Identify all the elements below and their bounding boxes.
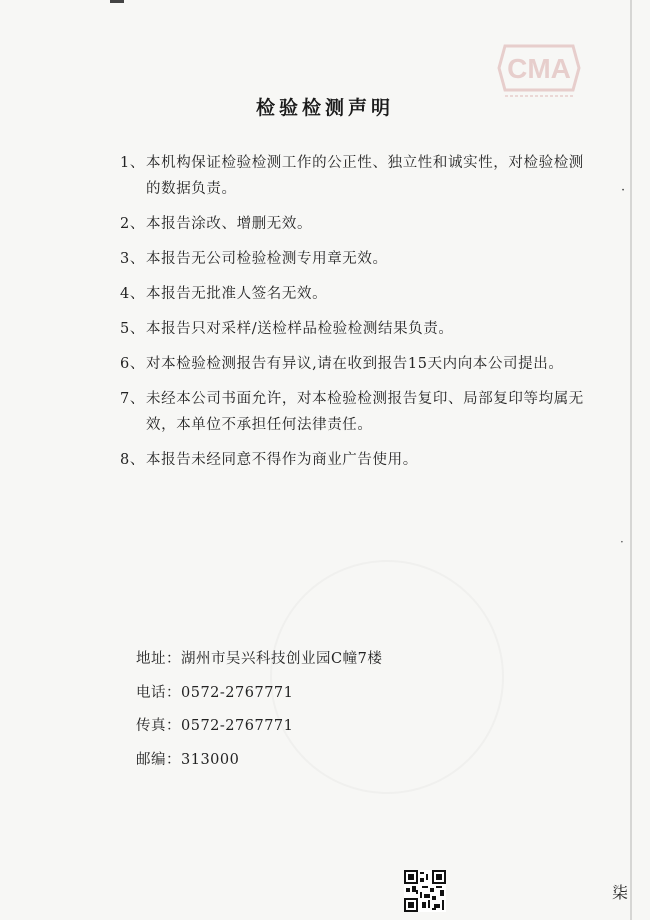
item-text: 对本检验检测报告有异议,请在收到报告15天内向本公司提出。 (146, 356, 564, 372)
address-label: 地址： (136, 651, 181, 667)
item-number: 4、 (120, 286, 145, 302)
list-item (120, 351, 590, 377)
list-item (120, 246, 590, 272)
item-number: 1、 (120, 155, 145, 171)
phone-label: 电话： (136, 684, 181, 701)
item-number: 2、 (120, 216, 145, 232)
postcode-value: 313000 (181, 751, 240, 768)
item-text: 本报告无批准人签名无效。 (146, 286, 328, 302)
address-value: 湖州市吴兴科技创业园C幢7楼 (181, 651, 383, 667)
list-item (120, 316, 590, 342)
list-item (120, 281, 590, 307)
item-text: 本报告未经同意不得作为商业广告使用。 (146, 452, 418, 468)
item-text: 本报告涂改、增删无效。 (146, 216, 313, 232)
contact-info (136, 648, 536, 782)
scan-mark: · (621, 183, 626, 198)
phone-row (136, 682, 536, 704)
qr-code-icon[interactable] (404, 870, 446, 912)
item-number: 7、 (120, 391, 145, 407)
address-row (136, 648, 536, 670)
postcode-label: 邮编： (136, 751, 181, 768)
fax-row (136, 715, 536, 737)
scan-mark (110, 0, 124, 3)
cma-mark-icon (495, 38, 583, 100)
item-number: 6、 (120, 356, 145, 372)
list-item (120, 150, 590, 202)
declaration-list (120, 150, 590, 482)
postcode-row (136, 749, 536, 771)
item-number: 8、 (120, 452, 145, 468)
fax-label: 传真： (136, 718, 181, 734)
list-item (120, 447, 590, 473)
item-text: 本机构保证检验检测工作的公正性、独立性和诚实性，对检验检测的数据负责。 (146, 155, 584, 197)
scan-edge-line (630, 0, 632, 920)
phone-value: 0572-2767771 (181, 684, 294, 701)
list-item (120, 211, 590, 237)
item-number: 3、 (120, 251, 145, 267)
item-text: 未经本公司书面允许，对本检验检测报告复印、局部复印等均属无效，本单位不承担任何法律责任。 (146, 391, 584, 433)
item-text: 本报告只对采样/送检样品检验检测结果负责。 (146, 321, 454, 337)
item-text: 本报告无公司检验检测专用章无效。 (146, 251, 388, 267)
scan-mark: · (620, 535, 624, 549)
svg-text:CMA: CMA (507, 53, 571, 84)
page-number: 柒 (612, 883, 629, 902)
page-title: 检验检测声明 (255, 97, 394, 119)
list-item (120, 386, 590, 438)
fax-value: 0572-2767771 (181, 718, 294, 734)
item-number: 5、 (120, 321, 145, 337)
